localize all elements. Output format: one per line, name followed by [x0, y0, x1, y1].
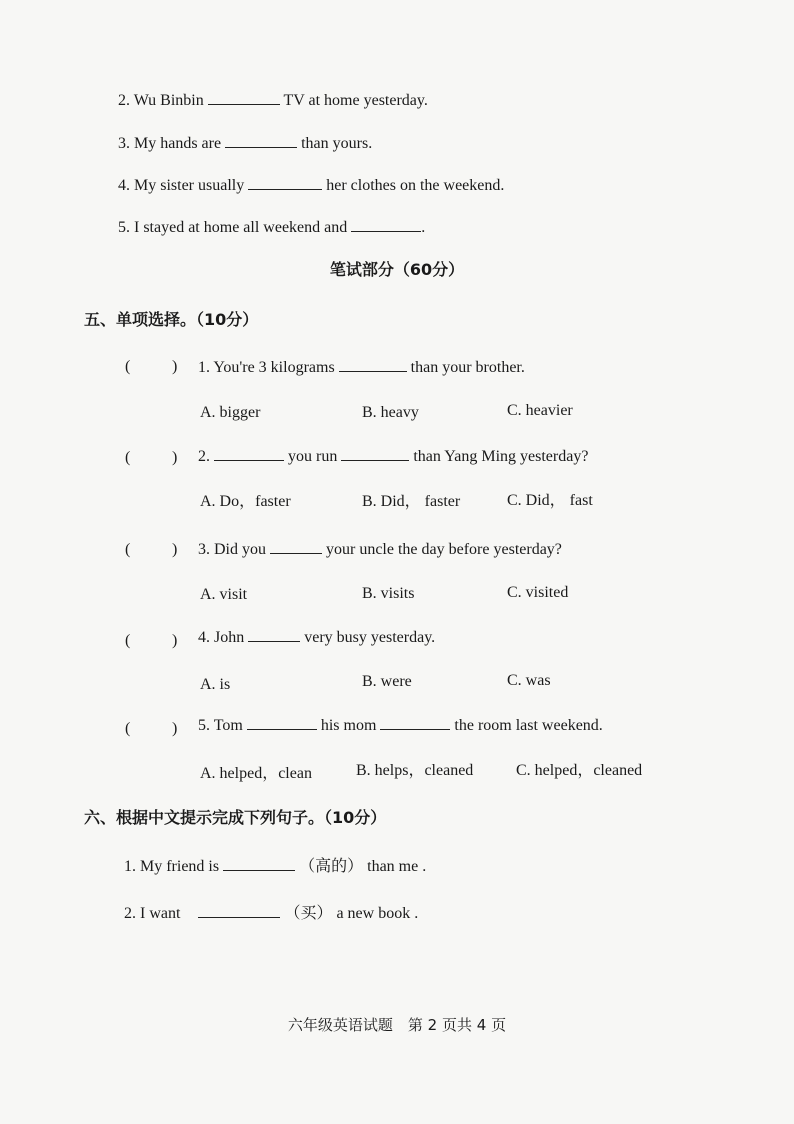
answer-blank[interactable] — [248, 175, 322, 190]
option-a[interactable]: A. bigger — [200, 404, 261, 421]
question-stem: 3. Did you your uncle the day before yesterday? — [198, 541, 562, 558]
answer-paren-close: ) — [172, 358, 178, 375]
option-c[interactable]: C. helped，cleaned — [516, 762, 643, 779]
option-c[interactable]: C. was — [507, 672, 551, 689]
answer-paren-open: ( — [125, 449, 131, 466]
option-b[interactable]: B. Did， faster — [362, 493, 461, 510]
translate-item-2: 2. I want （买） a new book . — [124, 905, 419, 922]
answer-blank[interactable] — [339, 357, 407, 372]
chinese-hint: （买） — [284, 905, 333, 922]
chinese-hint: （高的） — [299, 858, 364, 875]
option-a[interactable]: A. visit — [200, 586, 248, 603]
answer-blank[interactable] — [225, 133, 297, 148]
answer-paren-open: ( — [125, 632, 131, 649]
option-c[interactable]: C. Did， fast — [507, 492, 593, 509]
option-a[interactable]: A. helped，clean — [200, 765, 312, 782]
answer-paren-open: ( — [125, 720, 131, 737]
answer-blank[interactable] — [380, 715, 450, 730]
translate-item-1: 1. My friend is （高的） than me . — [124, 858, 427, 875]
section-6-title: 六、根据中文提示完成下列句子。（10分） — [84, 808, 387, 827]
answer-paren-close: ) — [172, 541, 178, 558]
answer-blank[interactable] — [214, 446, 284, 461]
page-footer: 六年级英语试题 第 2 页共 4 页 — [287, 1016, 507, 1034]
section-5-title: 五、单项选择。（10分） — [84, 310, 259, 329]
option-a[interactable]: A. is — [200, 676, 231, 693]
option-a[interactable]: A. Do，faster — [200, 493, 291, 510]
option-c[interactable]: C. visited — [507, 584, 569, 601]
answer-blank[interactable] — [223, 856, 295, 871]
answer-blank[interactable] — [351, 217, 421, 232]
answer-blank[interactable] — [270, 539, 322, 554]
option-b[interactable]: B. were — [362, 673, 412, 690]
question-stem: 4. John very busy yesterday. — [198, 629, 436, 646]
question-stem: 1. You're 3 kilograms than your brother. — [198, 359, 525, 376]
fill-item-4: 4. My sister usually her clothes on the weekend. — [118, 177, 505, 194]
answer-paren-open: ( — [125, 358, 131, 375]
option-c[interactable]: C. heavier — [507, 402, 573, 419]
answer-paren-close: ) — [172, 632, 178, 649]
option-b[interactable]: B. heavy — [362, 404, 419, 421]
fill-item-3: 3. My hands are than yours. — [118, 135, 373, 152]
answer-blank[interactable] — [198, 903, 280, 918]
written-part-title: 笔试部分（60分） — [329, 260, 465, 279]
question-stem: 2. you run than Yang Ming yesterday? — [198, 448, 589, 465]
answer-paren-close: ) — [172, 449, 178, 466]
answer-paren-open: ( — [125, 541, 131, 558]
option-b[interactable]: B. visits — [362, 585, 415, 602]
answer-blank[interactable] — [248, 627, 300, 642]
option-b[interactable]: B. helps，cleaned — [356, 762, 474, 779]
question-stem: 5. Tom his mom the room last weekend. — [198, 717, 603, 734]
answer-blank[interactable] — [341, 446, 409, 461]
fill-item-5: 5. I stayed at home all weekend and . — [118, 219, 426, 236]
fill-item-2: 2. Wu Binbin TV at home yesterday. — [118, 92, 428, 109]
answer-blank[interactable] — [208, 90, 280, 105]
answer-blank[interactable] — [247, 715, 317, 730]
answer-paren-close: ) — [172, 720, 178, 737]
